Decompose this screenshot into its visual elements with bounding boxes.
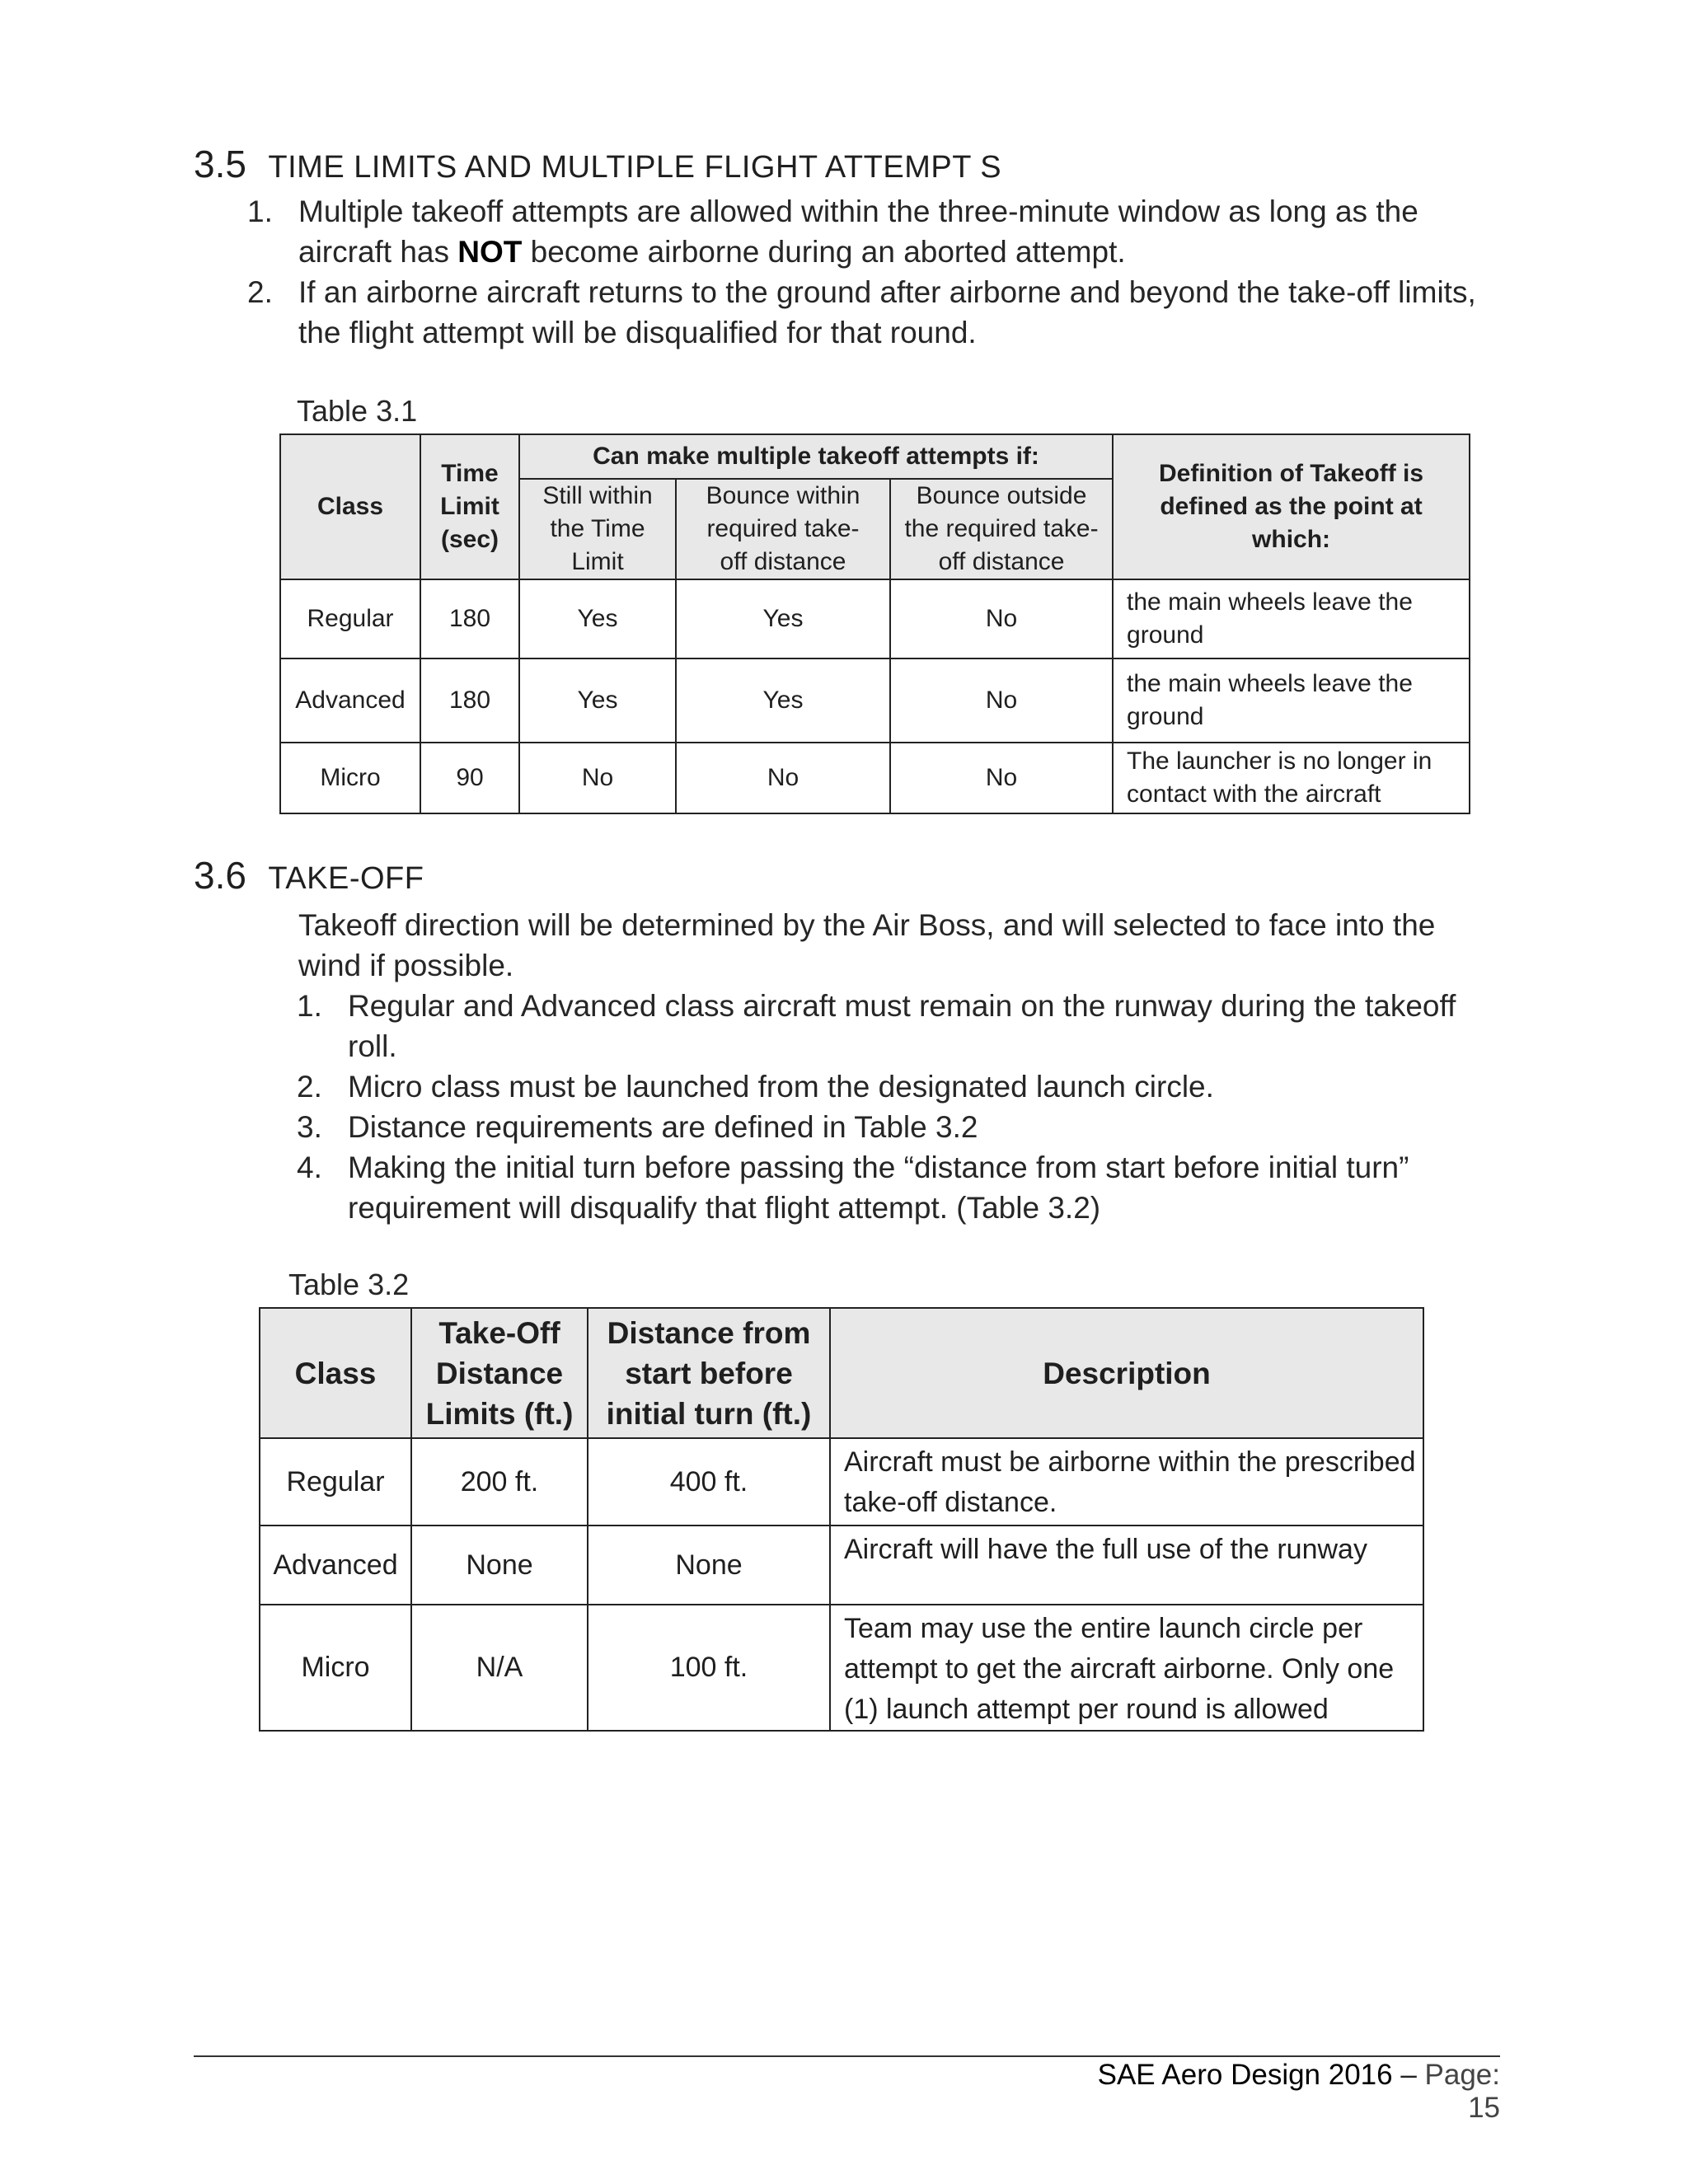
table-3-1 [279, 434, 1470, 814]
list-number: 3. [297, 1110, 322, 1144]
footer-divider [194, 2055, 1500, 2057]
section-title: TIME LIMITS AND MULTIPLE FLIGHT ATTEMPT S [268, 150, 1002, 185]
section-number: 3.5 [194, 143, 246, 185]
header-within-time-limit: Still within the Time Limit [519, 479, 676, 579]
list-item: 1. Multiple takeoff attempts are allowed within the three-minute window as long as the aircraft has NOT become airborne during an aborted attempt. [247, 191, 1517, 272]
list-number: 2. [247, 275, 273, 309]
header-class: Class [260, 1308, 411, 1438]
list-number: 2. [297, 1070, 322, 1104]
header-description: Description [830, 1308, 1423, 1438]
section-36-heading [194, 853, 424, 898]
header-time-limit: Time Limit (sec) [420, 434, 519, 579]
list-item: 2. Micro class must be launched from the designated launch circle. [297, 1066, 1484, 1107]
list-item: 2. If an airborne aircraft returns to the ground after airborne and beyond the take-off limits, the flight attempt will be disqualified for that round. [247, 272, 1517, 353]
page-number: Page: 15 [1424, 2059, 1500, 2124]
section-36-list [297, 986, 1484, 1228]
list-item: 4. Making the initial turn before passing the “distance from start before initial turn” requirement will disqualify that flight attempt. (Table 3.2) [297, 1147, 1484, 1228]
header-class: Class [280, 434, 420, 579]
list-item: 1. Regular and Advanced class aircraft must remain on the runway during the takeoff roll. [297, 986, 1484, 1066]
footer-separator: – [1392, 2059, 1425, 2091]
section-number: 3.6 [194, 854, 246, 897]
table-row: Advanced 180 Yes Yes No the main wheels leave the ground [280, 658, 1470, 743]
header-multiple-attempts: Can make multiple takeoff attempts if: [519, 434, 1113, 479]
table-caption: Table 3.1 [297, 394, 418, 428]
list-number: 4. [297, 1151, 322, 1184]
table-caption: Table 3.2 [288, 1268, 410, 1301]
header-initial-turn-distance: Distance from start before initial turn (ft.) [588, 1308, 830, 1438]
section-35-heading [194, 142, 1001, 186]
header-takeoff-distance: Take-Off Distance Limits (ft.) [411, 1308, 588, 1438]
list-number: 1. [297, 989, 322, 1023]
table-row: Micro N/A 100 ft. Team may use the entire launch circle per attempt to get the aircraft airborne. Only one (1) launch attempt per round is allowed [260, 1605, 1423, 1731]
table-row: Micro 90 No No No The launcher is no longer in contact with the aircraft [280, 743, 1470, 813]
table-3-2 [259, 1307, 1424, 1732]
footer-title: SAE Aero Design 2016 [1097, 2059, 1393, 2091]
section-36-intro: Takeoff direction will be determined by the Air Boss, and will selected to face into the wind if possible. [298, 908, 1436, 982]
section-title: TAKE-OFF [268, 861, 424, 896]
section-35-list [247, 191, 1517, 353]
table-row: Regular 200 ft. 400 ft. Aircraft must be airborne within the prescribed take-off distance. [260, 1438, 1423, 1526]
header-bounce-within: Bounce within required take-off distance [676, 479, 890, 579]
list-item: 3. Distance requirements are defined in Table 3.2 [297, 1107, 1484, 1147]
header-definition: Definition of Takeoff is defined as the point at which: [1113, 434, 1470, 579]
emphasis-text: NOT [457, 235, 523, 269]
header-bounce-outside: Bounce outside the required take-off distance [890, 479, 1113, 579]
page-footer [1096, 2059, 1500, 2125]
table-row: Regular 180 Yes Yes No the main wheels leave the ground [280, 579, 1470, 658]
table-row: Advanced None None Aircraft will have the full use of the runway [260, 1526, 1423, 1605]
list-number: 1. [247, 194, 273, 228]
